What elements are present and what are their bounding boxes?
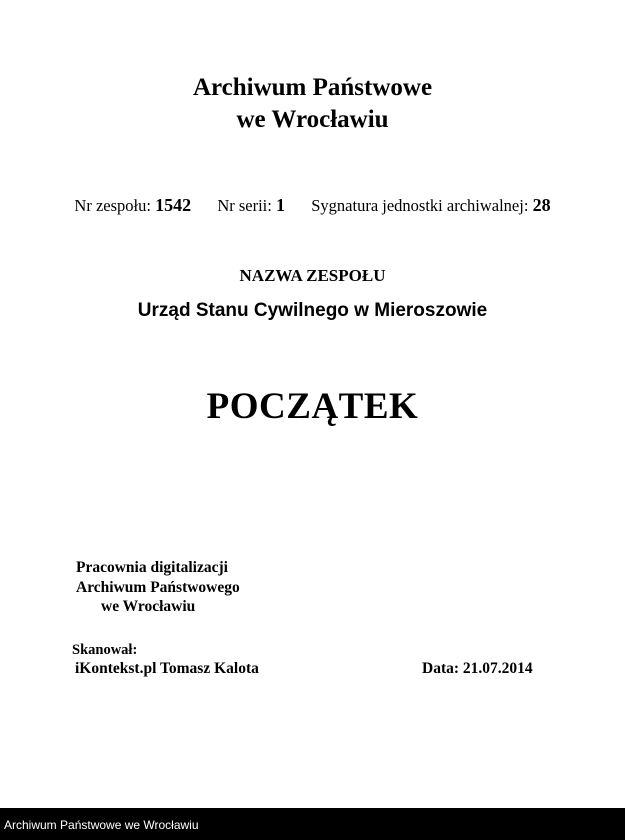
signature-label: Sygnatura jednostki archiwalnej: <box>311 196 529 215</box>
fonds-number: 1542 <box>155 195 192 215</box>
archive-title-line1: Archiwum Państwowe <box>192 74 433 101</box>
fonds-label: NAZWA ZESPOŁU <box>239 266 386 285</box>
archive-title <box>0 72 625 136</box>
digitization-lab-block <box>76 558 240 617</box>
footer-bar <box>0 808 625 840</box>
signature-number: 28 <box>532 195 551 215</box>
series-number-label: Nr serii: <box>217 196 272 215</box>
digitization-line3: we Wrocławiu <box>101 598 196 615</box>
scanned-by-label: Skanował: <box>72 642 138 658</box>
fonds-name: Urząd Stanu Cywilnego w Mieroszowie <box>137 300 488 321</box>
scan-date: Data: 21.07.2014 <box>422 660 533 677</box>
fonds-number-label: Nr zespołu: <box>74 196 151 215</box>
digitization-line2: Archiwum Państwowego <box>76 578 240 596</box>
scanner-name: iKontekst.pl Tomasz Kalota <box>75 660 259 677</box>
start-marker-title: POCZĄTEK <box>206 386 419 427</box>
footer-text: Archiwum Państwowe we Wrocławiu <box>4 818 199 832</box>
series-number: 1 <box>275 195 285 215</box>
digitization-line1: Pracownia digitalizacji <box>76 559 228 576</box>
archive-title-line2: we Wrocławiu <box>236 106 389 133</box>
reference-line <box>0 195 625 216</box>
